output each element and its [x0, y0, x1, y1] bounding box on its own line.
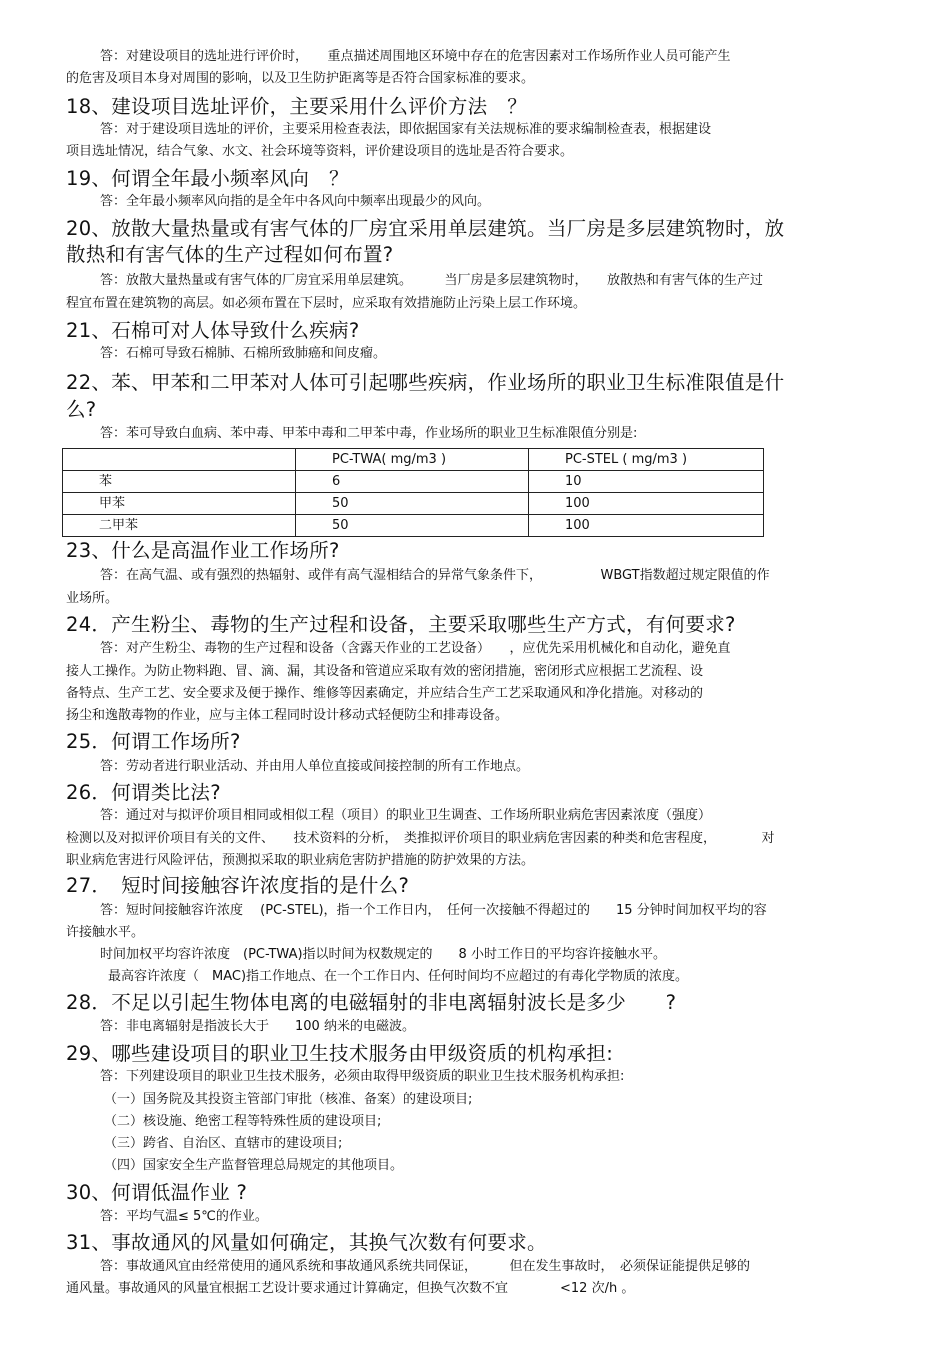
answer-line: 答：短时间接触容许浓度 (PC-STEL)，指一个工作日内， 任何一次接触不得超过的 15 分钟时间加权平均的容 — [100, 903, 767, 918]
question-21: 21、石棉可对人体导致什么疾病? — [66, 319, 360, 342]
question-28: 28．不足以引起生物体电离的电磁辐射的非电离辐射波长是多少 ? — [66, 991, 677, 1014]
answer-line: 通风量。事故通风的风量宜根据工艺设计要求通过计算确定，但换气次数不宜 <12 次/h 。 — [66, 1281, 635, 1296]
list-item: （二）核设施、绝密工程等特殊性质的建设项目; — [104, 1114, 382, 1129]
answer-line: 答：对于建设项目选址的评价，主要采用检查表法，即依据国家有关法规标准的要求编制检查表，根据建设 — [100, 122, 712, 137]
answer-line: 业场所。 — [66, 591, 119, 606]
answer-line: 答：劳动者进行职业活动、并由用人单位直接或间接控制的所有工作地点。 — [100, 759, 530, 774]
table-row — [63, 515, 764, 537]
answer-line: 许接触水平。 — [66, 925, 145, 940]
list-item: （三）跨省、自治区、直辖市的建设项目; — [104, 1136, 343, 1151]
answer-line: 程宜布置在建筑物的高层。如必须布置在下层时，应采取有效措施防止污染上层工作环境。 — [66, 296, 587, 311]
answer-line: 答：全年最小频率风向指的是全年中各风向中频率出现最少的风向。 — [100, 194, 491, 209]
question-29: 29、哪些建设项目的职业卫生技术服务由甲级资质的机构承担: — [66, 1042, 614, 1065]
table-cell: 苯 — [63, 471, 296, 493]
answer-line: 项目选址情况，结合气象、水文、社会环境等资料，评价建设项目的选址是否符合要求。 — [66, 144, 574, 159]
answer-line: 最高容许浓度（ MAC)指工作地点、在一个工作日内、任何时间均不应超过的有毒化学物质的浓度。 — [108, 969, 689, 984]
table-cell: 10 — [529, 471, 764, 493]
answer-line: 答：下列建设项目的职业卫生技术服务，必须由取得甲级资质的职业卫生技术服务机构承担: — [100, 1069, 625, 1084]
question-26: 26．何谓类比法? — [66, 781, 221, 804]
table-cell: 100 — [529, 515, 764, 537]
answer-line: 答：通过对与拟评价项目相同或相似工程（项目）的职业卫生调查、工作场所职业病危害因素浓度（强度） — [100, 808, 712, 823]
answer-line: 接人工操作。为防止物料跑、冒、滴、漏，其设备和管道应采取有效的密闭措施，密闭形式应根据工艺流程、设 — [66, 664, 704, 679]
question-22-cont: 么? — [66, 398, 97, 421]
answer-line: 答：对建设项目的选址进行评价时， 重点描述周围地区环境中存在的危害因素对工作场所作业人员可能产生 — [100, 49, 731, 64]
question-31: 31、事故通风的风量如何确定，其换气次数有何要求。 — [66, 1231, 547, 1254]
table-row — [63, 471, 764, 493]
answer-line: 答：事故通风宜由经常使用的通风系统和事故通风系统共同保证， 但在发生事故时， 必须保证能提供足够的 — [100, 1259, 751, 1274]
table-row — [63, 493, 764, 515]
table-cell: 二甲苯 — [63, 515, 296, 537]
table-header-row — [63, 449, 764, 471]
answer-line: 答：放散大量热量或有害气体的厂房宜采用单层建筑。 当厂房是多层建筑物时， 放散热和有害气体的生产过 — [100, 273, 764, 288]
answer-line: 答：平均气温≤ 5℃的作业。 — [100, 1209, 268, 1224]
table-cell: 甲苯 — [63, 493, 296, 515]
table-cell: 6 — [296, 471, 529, 493]
table-header-cell — [63, 449, 296, 471]
answer-line: 备特点、生产工艺、安全要求及便于操作、维修等因素确定，并应结合生产工艺采取通风和净化措施。对移动的 — [66, 686, 704, 701]
answer-line: 答：对产生粉尘、毒物的生产过程和设备（含露天作业的工艺设备） ，应优先采用机械化和自动化，避免直 — [100, 641, 731, 656]
answer-line: 答：苯可导致白血病、苯中毒、甲苯中毒和二甲苯中毒，作业场所的职业卫生标准限值分别是: — [100, 426, 638, 441]
question-22: 22、苯、甲苯和二甲苯对人体可引起哪些疾病，作业场所的职业卫生标准限值是什 — [66, 371, 785, 394]
answer-line: 答：在高气温、或有强烈的热辐射、或伴有高气湿相结合的异常气象条件下， WBGT指数超过规定限值的作 — [100, 568, 770, 583]
question-18: 18、建设项目选址评价，主要采用什么评价方法 ？ — [66, 95, 528, 118]
question-20: 20、放散大量热量或有害气体的厂房宜采用单层建筑。当厂房是多层建筑物时，放 — [66, 217, 785, 240]
answer-line: 职业病危害进行风险评估，预测拟采取的职业病危害防护措施的防护效果的方法。 — [66, 853, 535, 868]
answer-line: 扬尘和逸散毒物的作业，应与主体工程同时设计移动式轻便防尘和排毒设备。 — [66, 708, 509, 723]
question-30: 30、何谓低温作业 ? — [66, 1181, 248, 1204]
question-24: 24．产生粉尘、毒物的生产过程和设备，主要采取哪些生产方式，有何要求? — [66, 613, 736, 636]
list-item: （一）国务院及其投资主管部门审批（核准、备案）的建设项目; — [104, 1092, 473, 1107]
table-header-cell: PC-TWA( mg/m3 ) — [296, 449, 529, 471]
answer-line: 答：石棉可导致石棉肺、石棉所致肺癌和间皮瘤。 — [100, 346, 387, 361]
question-25: 25．何谓工作场所? — [66, 730, 241, 753]
answer-line: 时间加权平均容许浓度 (PC-TWA)指以时间为权数规定的 8 小时工作日的平均容许接触水平。 — [100, 947, 666, 962]
list-item: （四）国家安全生产监督管理总局规定的其他项目。 — [104, 1158, 404, 1173]
table-cell: 100 — [529, 493, 764, 515]
answer-line: 的危害及项目本身对周围的影响，以及卫生防护距离等是否符合国家标准的要求。 — [66, 71, 535, 86]
table-cell: 50 — [296, 493, 529, 515]
table-cell: 50 — [296, 515, 529, 537]
question-23: 23、什么是高温作业工作场所? — [66, 539, 340, 562]
answer-line: 答：非电离辐射是指波长大于 100 纳米的电磁波。 — [100, 1019, 415, 1034]
question-19: 19、何谓全年最小频率风向 ？ — [66, 167, 349, 190]
table-header-cell: PC-STEL ( mg/m3 ) — [529, 449, 764, 471]
exposure-limits-table — [62, 448, 764, 537]
question-20-cont: 散热和有害气体的生产过程如何布置? — [66, 243, 394, 266]
answer-line: 检测以及对拟评价项目有关的文件、 技术资料的分析， 类推拟评价项目的职业病危害因素的种类和危害程度， 对 — [66, 831, 775, 846]
question-27: 27． 短时间接触容许浓度指的是什么? — [66, 874, 410, 897]
